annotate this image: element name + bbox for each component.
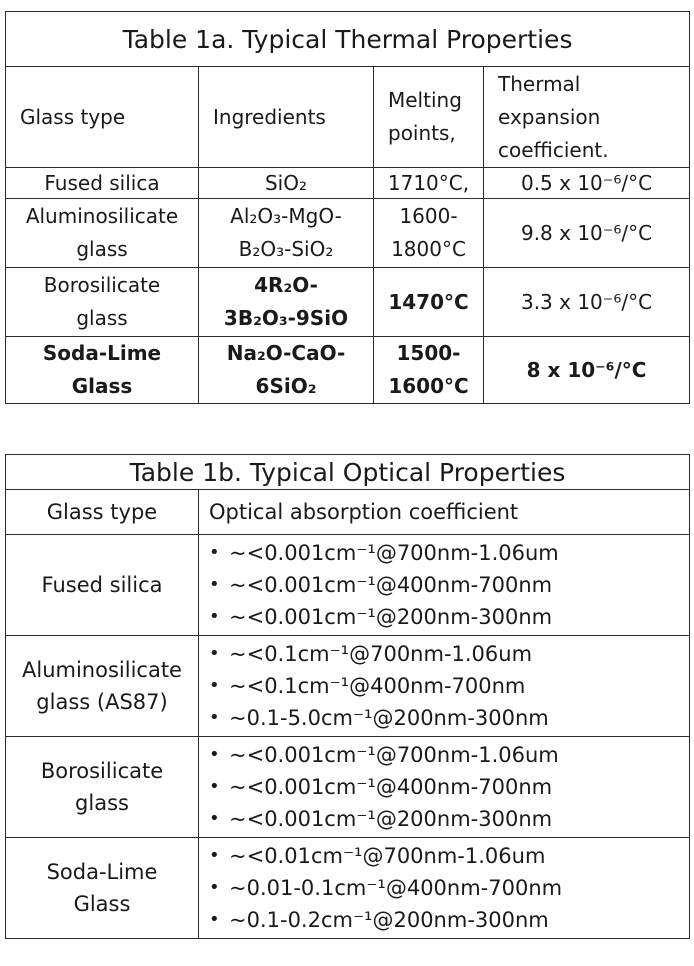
absorption-cell	[199, 535, 690, 636]
melting-point-cell: 1470°C	[374, 268, 484, 337]
table-row	[6, 838, 690, 939]
list-item: • ~<0.1cm⁻¹@400nm-700nm	[209, 670, 685, 702]
list-item: • ~<0.001cm⁻¹@400nm-700nm	[209, 569, 685, 601]
header-thermal-line: coefficient.	[498, 137, 609, 162]
cell-line: 1500-	[396, 341, 461, 365]
table-row	[6, 535, 690, 636]
absorption-list	[203, 840, 685, 936]
absorption-cell	[199, 636, 690, 737]
list-item: • ~0.1-5.0cm⁻¹@200nm-300nm	[209, 702, 685, 734]
cell-line: 4R₂O-	[254, 273, 318, 297]
table-1a-title: Table 1a. Typical Thermal Properties	[6, 12, 690, 67]
cell-line: glass	[76, 237, 128, 261]
header-thermal-line: Thermal	[498, 71, 581, 96]
cell-line: Al₂O₃-MgO-	[230, 204, 342, 228]
expansion-cell: 0.5 x 10⁻⁶/°C	[484, 168, 690, 199]
absorption-cell	[199, 737, 690, 838]
cell-line: 1800°C	[391, 237, 466, 261]
cell-line: glass (AS87)	[36, 690, 168, 714]
expansion-cell: 8 x 10⁻⁶/°C	[484, 337, 690, 404]
list-item: • ~<0.001cm⁻¹@200nm-300nm	[209, 803, 685, 835]
cell-line: glass	[75, 791, 129, 815]
cell-line: 6SiO₂	[255, 374, 317, 398]
header-thermal-line: expansion	[498, 104, 601, 129]
cell-line: Soda-Lime	[42, 341, 162, 365]
glass-type-cell: Fused silica	[6, 168, 199, 199]
table-row	[6, 636, 690, 737]
cell-line: 3B₂O₃-9SiO	[223, 306, 349, 330]
absorption-list	[203, 739, 685, 835]
ingredients-cell: SiO₂	[199, 168, 374, 199]
header-glass-type: Glass type	[6, 490, 199, 535]
glass-type-cell	[6, 838, 199, 939]
cell-line: Glass	[73, 892, 131, 916]
header-melting-points	[374, 67, 484, 168]
header-glass-type: Glass type	[6, 67, 199, 168]
melting-point-cell: 1710°C,	[374, 168, 484, 199]
expansion-cell: 9.8 x 10⁻⁶/°C	[484, 199, 690, 268]
header-thermal-expansion	[484, 67, 690, 168]
cell-line: glass	[76, 306, 128, 330]
list-item: • ~0.01-0.1cm⁻¹@400nm-700nm	[209, 872, 685, 904]
table-row	[6, 737, 690, 838]
list-item: • ~<0.1cm⁻¹@700nm-1.06um	[209, 638, 685, 670]
table-row	[6, 337, 690, 404]
glass-type-cell	[6, 636, 199, 737]
list-item: • ~<0.001cm⁻¹@400nm-700nm	[209, 771, 685, 803]
cell-line: Aluminosilicate	[22, 658, 182, 682]
absorption-cell	[199, 838, 690, 939]
optical-properties-table	[5, 454, 690, 939]
list-item: • ~<0.001cm⁻¹@200nm-300nm	[209, 601, 685, 633]
cell-line: Glass	[71, 374, 133, 398]
cell-line: 1600°C	[388, 374, 469, 398]
table-1b-title: Table 1b. Typical Optical Properties	[6, 455, 690, 490]
expansion-cell: 3.3 x 10⁻⁶/°C	[484, 268, 690, 337]
table-row	[6, 199, 690, 268]
absorption-list	[203, 537, 685, 633]
glass-type-cell	[6, 337, 199, 404]
table-row	[6, 168, 690, 199]
cell-line: Na₂O-CaO-	[226, 341, 346, 365]
header-absorption: Optical absorption coefficient	[199, 490, 690, 535]
thermal-properties-table	[5, 11, 690, 404]
glass-type-cell	[6, 268, 199, 337]
header-ingredients: Ingredients	[199, 67, 374, 168]
glass-type-cell	[6, 737, 199, 838]
ingredients-cell	[199, 199, 374, 268]
cell-line: Borosilicate	[43, 273, 161, 297]
header-melting-line: Melting	[388, 88, 462, 112]
cell-line: B₂O₃-SiO₂	[238, 237, 334, 261]
absorption-list	[203, 638, 685, 734]
list-item: • ~0.1-0.2cm⁻¹@200nm-300nm	[209, 904, 685, 936]
table-row	[6, 268, 690, 337]
glass-type-cell	[6, 535, 199, 636]
cell-line: Borosilicate	[40, 759, 164, 783]
cell-line: Aluminosilicate	[25, 204, 179, 228]
melting-point-cell	[374, 199, 484, 268]
cell-line: Fused silica	[41, 573, 163, 597]
melting-point-cell	[374, 337, 484, 404]
glass-type-cell	[6, 199, 199, 268]
ingredients-cell	[199, 337, 374, 404]
cell-line: 1600-	[399, 204, 458, 228]
list-item: • ~<0.01cm⁻¹@700nm-1.06um	[209, 840, 685, 872]
header-melting-line: points,	[388, 121, 456, 145]
list-item: • ~<0.001cm⁻¹@700nm-1.06um	[209, 739, 685, 771]
cell-line: Soda-Lime	[46, 860, 158, 884]
ingredients-cell	[199, 268, 374, 337]
list-item: • ~<0.001cm⁻¹@700nm-1.06um	[209, 537, 685, 569]
